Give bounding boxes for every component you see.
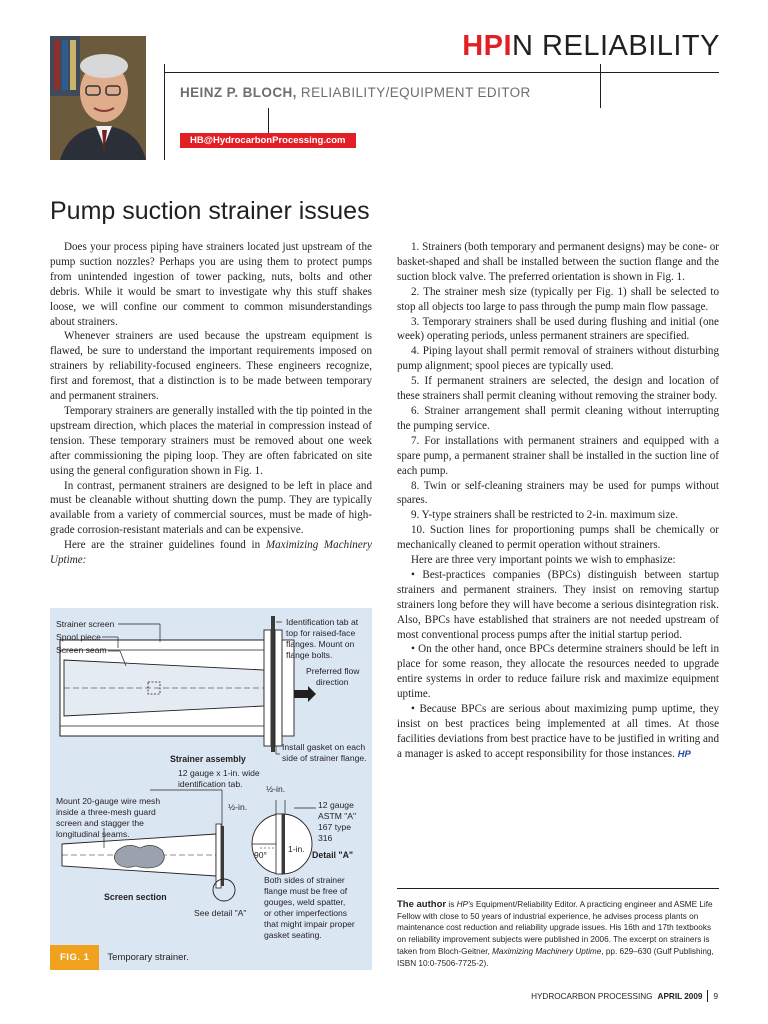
- guidelines-intro-text: Here are the strainer guidelines found in: [64, 539, 266, 552]
- guideline-item: 10. Suction lines for proportioning pumps shall be chemically or mechanically cleaned to permit operation without strainers.: [397, 524, 719, 552]
- author-bio-text-1: is: [446, 900, 457, 909]
- guideline-item: 2. The strainer mesh size (typically per Fig. 1) shall be selected to stop all objects too large to pass through the pump main flow passage.: [397, 285, 719, 313]
- label-detail-a: Detail "A": [312, 850, 354, 860]
- figure-caption-text: Temporary strainer.: [107, 952, 189, 963]
- author-bio-book: Maximizing Machinery Uptime: [492, 946, 602, 956]
- label-id-tab-1: Identification tab at: [286, 617, 359, 627]
- figure-caption: [50, 945, 372, 970]
- label-sides-6: gasket seating.: [264, 930, 322, 940]
- flange-right-drawing: [275, 630, 282, 746]
- body-paragraph: Whenever strainers are used because the upstream equipment is flawed, be sure to understand the important requirements imposed on strainers by reliability-focused engineers. These engineers recognize, first and foremost, that a distinction is to be made between temporary and permanent strainers.: [50, 330, 372, 403]
- label-id-tab-2: top for raised-face: [286, 628, 356, 638]
- header-rule-vertical-right: [600, 64, 601, 108]
- label-gasket-1: Install gasket on each: [282, 742, 366, 752]
- article-right-column: [397, 240, 719, 763]
- label-gauge-tab-2: identification tab.: [178, 779, 243, 789]
- label-sides-5: that might impair proper: [264, 919, 355, 929]
- strainer-flange-drawing: [271, 624, 275, 752]
- flow-direction-arrow: [294, 686, 316, 702]
- label-strainer-screen: Strainer screen: [56, 619, 115, 629]
- author-bio-hps: HP's: [456, 900, 474, 909]
- book-title: Maximizing Machinery Uptime:: [50, 539, 372, 567]
- label-angle: 90°: [254, 850, 267, 860]
- label-flow-1: Preferred flow: [306, 666, 360, 676]
- header-rule-horizontal: [164, 72, 719, 73]
- label-astm-2: ASTM "A": [318, 811, 357, 821]
- guideline-item: 4. Piping layout shall permit removal of strainers without disturbing pump alignment; spool pieces are typically used.: [397, 345, 719, 373]
- section-name: N RELIABILITY: [512, 30, 720, 62]
- label-one-inch: 1-in.: [288, 844, 305, 854]
- label-gauge-tab-1: 12 gauge x 1-in. wide: [178, 768, 260, 778]
- bullet-point: • Best-practices companies (BPCs) distinguish between startup strainers and permanent strainers. They insist on removing startup strainers long before they will have become a serious disintegration risk. Also, BPCs have established that strainers are not needed upstream of most conventional process pumps after the initial startup period.: [397, 568, 719, 641]
- label-mesh-4: longitudinal seams.: [56, 829, 130, 839]
- label-sides-1: Both sides of strainer: [264, 875, 345, 885]
- bullet-point: • On the other hand, once BPCs determine strainers should be left in place for some reason, they allocate the resources needed to upgrade entire systems in order to reduce failure risk and maximize equipment uptime.: [397, 643, 719, 701]
- author-bio-lead: The author: [397, 899, 447, 910]
- header-rule-vertical-mid: [268, 108, 269, 136]
- guideline-item: 6. Strainer arrangement shall permit cleaning without interrupting the pumping service.: [397, 404, 719, 432]
- label-id-tab-3: flanges. Mount on: [286, 639, 355, 649]
- column-title: [462, 30, 720, 63]
- label-strainer-assembly: Strainer assembly: [170, 754, 246, 764]
- label-screen-seam: Screen seam: [56, 645, 107, 655]
- label-flow-2: direction: [316, 677, 349, 687]
- bullet-point-last: [397, 702, 719, 763]
- end-mark: HP: [677, 748, 691, 760]
- figure-label: FIG. 1: [50, 945, 99, 970]
- label-sides-3: gouges, weld spatter,: [264, 897, 346, 907]
- body-paragraph: Here are three very important points we wish to emphasize:: [411, 554, 676, 567]
- label-sides-2: flange must be free of: [264, 886, 348, 896]
- figure-temporary-strainer: [50, 608, 372, 970]
- footer-separator: [707, 990, 708, 1002]
- author-photo: [50, 36, 146, 160]
- label-id-tab-4: flange bolts.: [286, 650, 333, 660]
- article-left-column: [50, 240, 372, 568]
- label-half-inch-a: ½-in.: [228, 802, 248, 812]
- guideline-item: 7. For installations with permanent strainers and equipped with a spare pump, a permanent strainer shall be installed in the suction line of each pump.: [397, 434, 719, 477]
- footer-issue: APRIL 2009: [657, 991, 703, 1001]
- label-astm-1: 12 gauge: [318, 800, 354, 810]
- label-spool-piece: Spool piece: [56, 632, 101, 642]
- header-rule-vertical-left: [164, 64, 165, 160]
- label-half-inch-b: ½-in.: [266, 784, 286, 794]
- label-see-detail: See detail "A": [194, 908, 247, 918]
- author-name: HEINZ P. BLOCH,: [180, 85, 297, 100]
- body-paragraph-guidelines-intro: [50, 538, 372, 568]
- label-sides-4: or other imperfections: [264, 908, 348, 918]
- body-paragraph: In contrast, permanent strainers are designed to be left in place and must be cleanable without shutting down the pump. They are typically available from a variety of commercial sources, must be made of high-grade corrosion-resistant materials and can be expensive.: [50, 479, 372, 537]
- guideline-item: 3. Temporary strainers shall be used during flushing and initial (one week) operating periods, unless permanent strainers are specified.: [397, 315, 719, 343]
- label-mesh-2: inside a three-mesh guard: [56, 807, 156, 817]
- byline: [180, 85, 531, 100]
- author-bio-text-2: Equipment/Reliability Editor. A practicing engineer and ASME Life Fellow with close to 50 years of industrial experience, he advises process plants on maintenance cost reduction and reliability upgrade issues. His 16th and 17th textbooks on reliability improvement subjects were published in 2006. The excerpt on strainers is taken from Bloch-Geitner,: [397, 900, 713, 956]
- last-paragraph-text: • Because BPCs are serious about maximizing pump uptime, they insist on best practices being implemented at all times. At those facilities deviations from best practice have to be justified in writing and a manager is asked to accept responsibility for those instances.: [397, 703, 719, 760]
- body-paragraph: Temporary strainers are generally installed with the tip pointed in the upstream direction, which places the material in compression instead of tension. These temporary strainers must be removed about one week after commissioning the piping loop. They are often fabricated on site using the general configuration shown in Fig. 1.: [50, 404, 372, 477]
- page-footer: [531, 990, 718, 1002]
- label-mesh-3: screen and stagger the: [56, 818, 144, 828]
- guideline-item: 9. Y-type strainers shall be restricted to 2-in. maximum size.: [411, 509, 679, 522]
- author-box-rule: [397, 888, 719, 889]
- flange-left-drawing: [264, 630, 271, 746]
- brand-hpi: HPI: [462, 30, 513, 62]
- guideline-item: 5. If permanent strainers are selected, the design and location of these strainers shall permit cleaning without removing the strainer body.: [397, 375, 719, 403]
- author-bio-text-3: , pp. 629–630 (Gulf Publishing, ISBN 10:0-7506-7725-2).: [397, 946, 714, 968]
- author-bio: [397, 899, 719, 969]
- guideline-item: 1. Strainers (both temporary and permanent designs) may be cone- or basket-shaped and shall be installed between the suction flange and the suction block valve. The preferred orientation is shown in Fig. 1.: [397, 241, 719, 283]
- label-astm-4: 316: [318, 833, 333, 843]
- article-title: Pump suction strainer issues: [50, 197, 370, 225]
- label-mesh-1: Mount 20-gauge wire mesh: [56, 796, 161, 806]
- author-role: RELIABILITY/EQUIPMENT EDITOR: [296, 85, 531, 100]
- label-astm-3: 167 type: [318, 822, 351, 832]
- label-gasket-2: side of strainer flange.: [282, 753, 367, 763]
- footer-page-number: 9: [713, 991, 718, 1001]
- author-email[interactable]: HB@HydrocarbonProcessing.com: [180, 133, 356, 148]
- footer-publication: HYDROCARBON PROCESSING: [531, 991, 653, 1001]
- label-screen-section: Screen section: [104, 892, 167, 902]
- mesh-patch-drawing: [114, 845, 164, 868]
- body-paragraph: Does your process piping have strainers located just upstream of the pump suction nozzles? Perhaps you are using them to protect pumps from unintended ingestion of tower packing, nuts, bolts and other debris. While it would be smart to investigate why this stuff shakes loose, we will confine our comment to common misunderstandings about strainers.: [50, 241, 372, 328]
- guideline-item: 8. Twin or self-cleaning strainers may be used for pumps without spares.: [397, 479, 719, 507]
